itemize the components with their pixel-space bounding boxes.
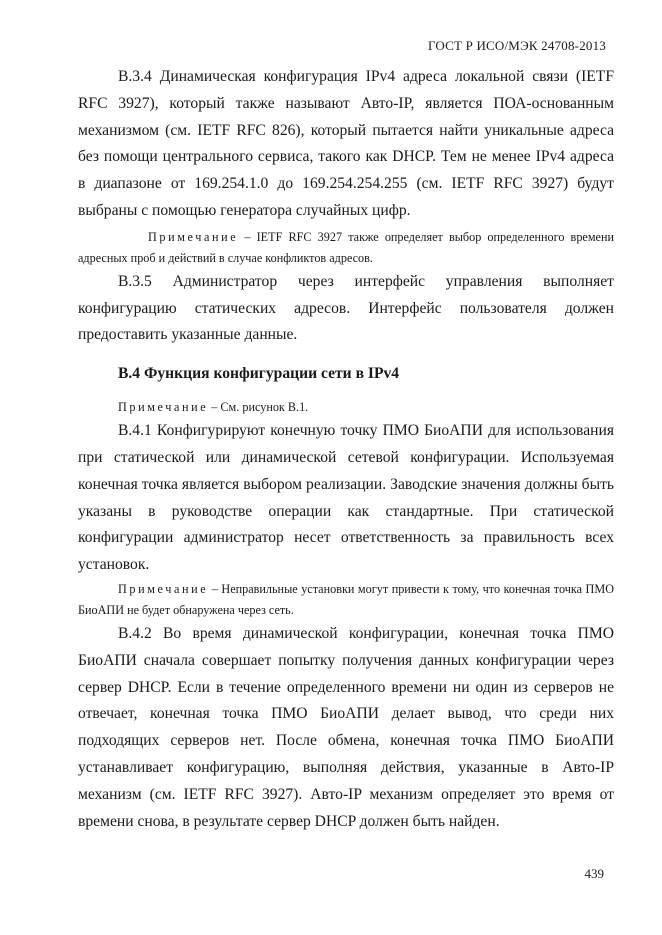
note-3-label: Примечание — [118, 581, 209, 596]
note-1 — [78, 227, 614, 269]
note-1-text: – IETF RFC 3927 также определяет выбор определенного времени адресных проб и действий в случае конфликтов адресов. — [78, 229, 614, 265]
paragraph-b4-2: В.4.2 Во время динамической конфигурации, конечная точка ПМО БиоАПИ сначала совершает попытку получения данных конфигурации через сервер DHCP. Если в течение определенного времени ни один из серверов не отвечает, конечная точка ПМО БиоАПИ делает вывод, что среди них подходящих серверов нет. После обмена, конечная точка ПМО БиоАПИ устанавливает конфигурацию, выполняя действия, указанные в Авто-IP механизм (см. IETF RFC 3927). Авто-IP механизм определяет это время от времени снова, в результате сервер DHCP должен быть найден. — [78, 624, 614, 830]
note-3 — [78, 579, 614, 621]
note-3-text: – Неправильные установки могут привести к тому, что конечная точка ПМО БиоАПИ не будет обнаружена через сеть. — [78, 581, 614, 617]
note-2-label: Примечание — [118, 400, 209, 415]
note-2 — [78, 397, 614, 418]
paragraph-b3-4: В.3.4 Динамическая конфигурация IPv4 адреса локальной связи (IETF RFC 3927), который также называют Авто-IP, является ПОА-основанным механизмом (см. IETF RFC 826), который пытается найти уникальные адреса без помощи центрального сервиса, такого как DHCP. Тем не менее IPv4 адреса в диапазоне от 169.254.1.0 до 169.254.254.255 (см. IETF RFC 3927) будут выбраны с помощью генератора случайных цифр. — [78, 68, 614, 219]
paragraph-b4-1: В.4.1 Конфигурируют конечную точку ПМО БиоАПИ для использования при статической или динамической сетевой конфигурации. Используемая конечная точка является выбором реализации. Заводские значения должны быть указаны в руководстве операции как стандартные. При статической конфигурации администратор несет ответственность за правильность всех установок. — [78, 422, 614, 574]
section-heading-b4: В.4 Функция конфигурации сети в IPv4 — [118, 365, 400, 383]
page-number: 439 — [584, 866, 604, 881]
paragraph-b3-5: В.3.5 Администратор через интерфейс управления выполняет конфигурацию статических адресов. Интерфейс пользователя должен предоставить указанные данные. — [78, 272, 614, 344]
document-header: ГОСТ Р ИСО/МЭК 24708-2013 — [427, 38, 606, 53]
note-1-label: Примечание — [148, 229, 239, 244]
page-body — [78, 64, 614, 835]
note-2-text: – См. рисунок В.1. — [208, 400, 309, 415]
